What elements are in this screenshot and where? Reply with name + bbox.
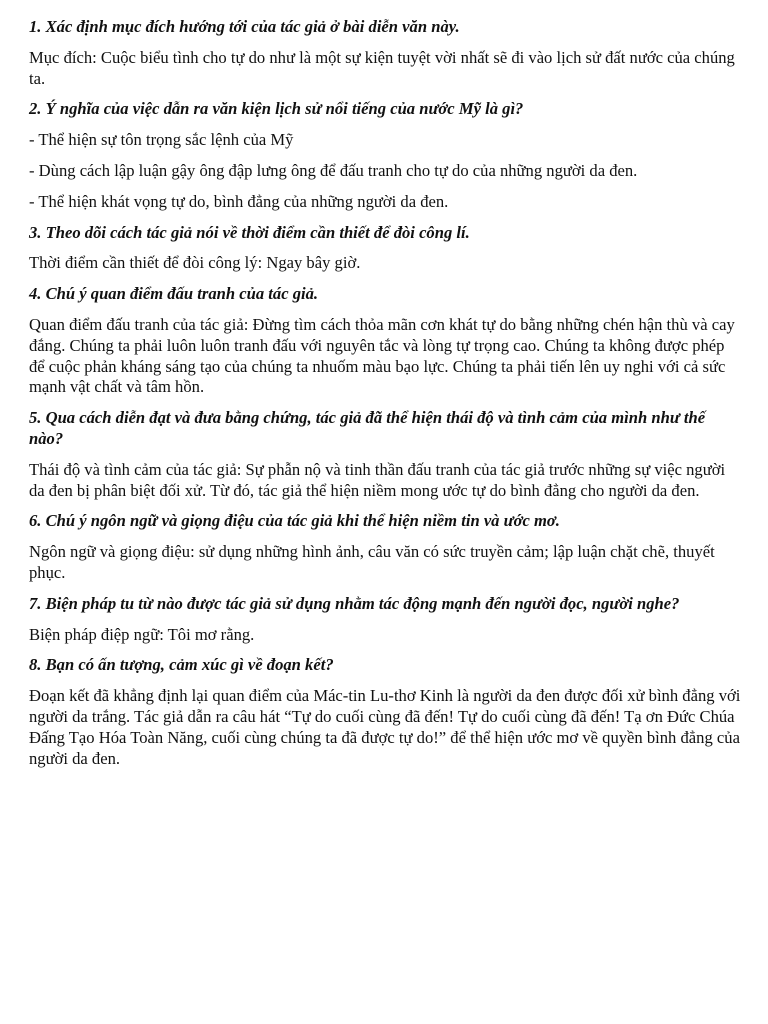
question-4: 4. Chú ý quan điểm đấu tranh của tác giả. bbox=[29, 284, 319, 304]
answer-6: Ngôn ngữ và giọng điệu: sử dụng những hình ảnh, câu văn có sức truyền cảm; lập luận chặt chẽ, thuyết phục. bbox=[29, 542, 715, 582]
answer-1: Mục đích: Cuộc biểu tình cho tự do như là một sự kiện tuyệt vời nhất sẽ đi vào lịch sử đất nước của chúng ta. bbox=[29, 47, 735, 88]
answer-7: Biện pháp điệp ngữ: Tôi mơ rằng. bbox=[29, 624, 255, 644]
question-3: 3. Theo dõi cách tác giả nói về thời điểm cần thiết để đòi công lí. bbox=[29, 222, 470, 242]
answer-4: Quan điểm đấu tranh của tác giả: Đừng tìm cách thỏa mãn cơn khát tự do bằng những chén hận thù và cay đắng. Chúng ta phải luôn luôn tranh đấu với nguyên tắc và lòng tự trọng cao. Chúng ta không được phép để cuộc phản kháng sáng tạo của chúng ta nhuốm màu bạo lực. Chúng ta phải tiến lên uy nghi với cả sức mạnh vật chất và tâm hồn. bbox=[29, 314, 735, 397]
question-2: 2. Ý nghĩa của việc dẫn ra văn kiện lịch sử nổi tiếng của nước Mỹ là gì? bbox=[29, 99, 524, 119]
answer-2-line-3: - Thể hiện khát vọng tự do, bình đẳng của những người da đen. bbox=[29, 191, 449, 211]
document-body bbox=[29, 17, 741, 779]
answer-2-line-1: - Thể hiện sự tôn trọng sắc lệnh của Mỹ bbox=[29, 130, 294, 150]
answer-3: Thời điểm cần thiết để đòi công lý: Ngay bây giờ. bbox=[29, 253, 361, 273]
answer-2-line-2: - Dùng cách lập luận gậy ông đập lưng ông để đấu tranh cho tự do của những người da đen. bbox=[29, 160, 638, 180]
question-8: 8. Bạn có ấn tượng, cảm xúc gì về đoạn kết? bbox=[29, 655, 334, 675]
question-6: 6. Chú ý ngôn ngữ và giọng điệu của tác giả khi thể hiện niềm tin và ước mơ. bbox=[29, 511, 560, 531]
question-1: 1. Xác định mục đích hướng tới của tác giả ở bài diễn văn này. bbox=[29, 17, 460, 36]
answer-8: Đoạn kết đã khẳng định lại quan điểm của Mác-tin Lu-thơ Kinh là người da đen được đối xử bình đẳng với người da trắng. Tác giả dẫn ra câu hát “Tự do cuối cùng đã đến! Tự do cuối cùng đã đến! Tạ ơn Đức Chúa Đấng Tạo Hóa Toàn Năng, cuối cùng chúng ta đã được tự do!” để thể hiện ước mơ về quyền bình đẳng của người da đen. bbox=[29, 686, 741, 768]
answer-5: Thái độ và tình cảm của tác giả: Sự phẫn nộ và tinh thần đấu tranh của tác giả trước những sự việc người da đen bị phân biệt đối xử. Từ đó, tác giả thể hiện niềm mong ước tự do bình đẳng cho người da đen. bbox=[29, 459, 726, 500]
question-7: 7. Biện pháp tu từ nào được tác giả sử dụng nhằm tác động mạnh đến người đọc, người nghe? bbox=[29, 593, 680, 613]
question-5: 5. Qua cách diễn đạt và đưa bằng chứng, tác giả đã thể hiện thái độ và tình cảm của mình như thế nào? bbox=[29, 408, 706, 448]
